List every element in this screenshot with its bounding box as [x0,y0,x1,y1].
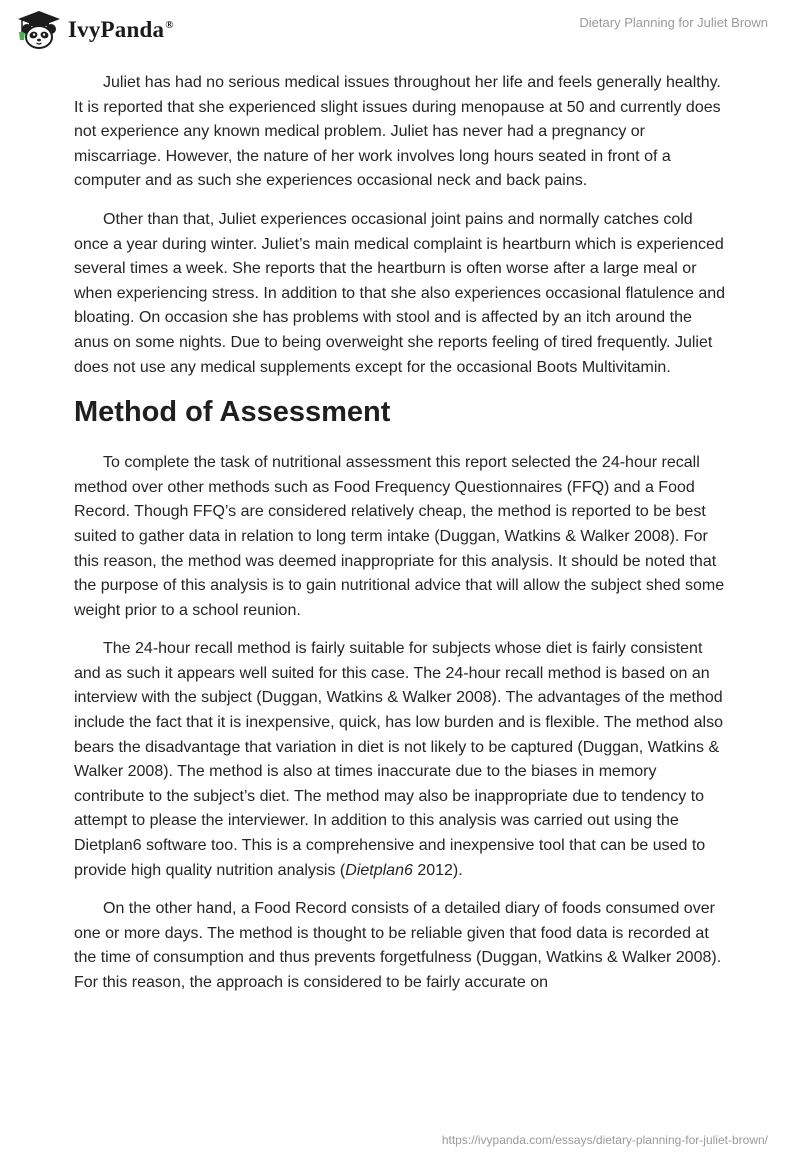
essay-body [74,71,726,1010]
source-url[interactable]: https://ivypanda.com/essays/dietary-planning-for-juliet-brown/ [441,1133,768,1147]
paragraph-medical-complaints: Other than that, Juliet experiences occasional joint pains and normally catches cold once a year during winter. Juliet’s main medical complaint is heartburn which is experienced several times a week. She reports that the heartburn is often worse after a large meal or when experiencing stress. In addition to that she also experiences occasional flatulence and bloating. On occasion she has problems with stool and is affected by an itch around the anus on some nights. Due to being overweight she reports feeling of tired frequently. Juliet does not use any medical supplements except for the occasional Boots Multivitamin. [74,210,726,376]
paragraph-24-hour-recall-selection: To complete the task of nutritional assessment this report selected the 24-hour recall method over other methods such as Food Frequency Questionnaires (FFQ) and a Food Record. Though FFQ’s are considered relatively cheap, the method is reported to be best suited to gather data in relation to long term intake (Duggan, Watkins & Walker 2008). For this reason, the method was deemed inappropriate for this analysis. It should be noted that the purpose of this analysis is to gain nutritional advice that will allow the subject shed some weight prior to a school reunion. [74,454,725,619]
paragraph-food-record: On the other hand, a Food Record consists of a detailed diary of foods consumed over one or more days. The method is thought to be reliable given that food data is recorded at the time of consumption and thus prevents forgetfulness (Duggan, Watkins & Walker 2008). For this reason, the approach is considered to be fairly accurate on [74,900,722,991]
paragraph-medical-history: Juliet has had no serious medical issues throughout her life and feels generally healthy. It is reported that she experienced slight issues during menopause at 50 and currently does not experience any known medical problem. Juliet has never had a pregnancy or miscarriage. However, the nature of her work involves long hours seated in front of a computer and as such she experiences occasional neck and back pains. [74,74,721,190]
page-header [0,0,800,60]
paragraph-text-end: 2012). [412,861,463,879]
software-name-italic: Dietplan6 [345,861,413,879]
brand-name: IvyPanda® [68,17,174,42]
registered-mark: ® [165,19,174,32]
paragraph-24-hour-recall-method [74,637,726,883]
section-heading-method-of-assessment: Method of Assessment [74,396,391,429]
brand-logo[interactable] [14,10,174,50]
paragraph-text: The 24-hour recall method is fairly suitable for subjects whose diet is fairly consistent and as such it appears well suited for this case. The 24-hour recall method is based on an interview with the subject (Duggan, Watkins & Walker 2008). The advantages of the method include the fact that it is inexpensive, quick, has low burden and is flexible. The method also bears the disadvantage that variation in diet is not likely to be captured (Duggan, Watkins & Walker 2008). The method is also at times inaccurate due to the biases in memory contribute to the subject’s diet. The method may also be inappropriate due to tendency to attempt to please the interviewer. In addition to this analysis was carried out using the Dietplan6 software too. This is a comprehensive and inexpensive tool that can be used to provide high quality nutrition analysis ( [74,640,723,879]
document-title: Dietary Planning for Juliet Brown [579,15,768,30]
panda-graduate-icon [14,10,64,50]
